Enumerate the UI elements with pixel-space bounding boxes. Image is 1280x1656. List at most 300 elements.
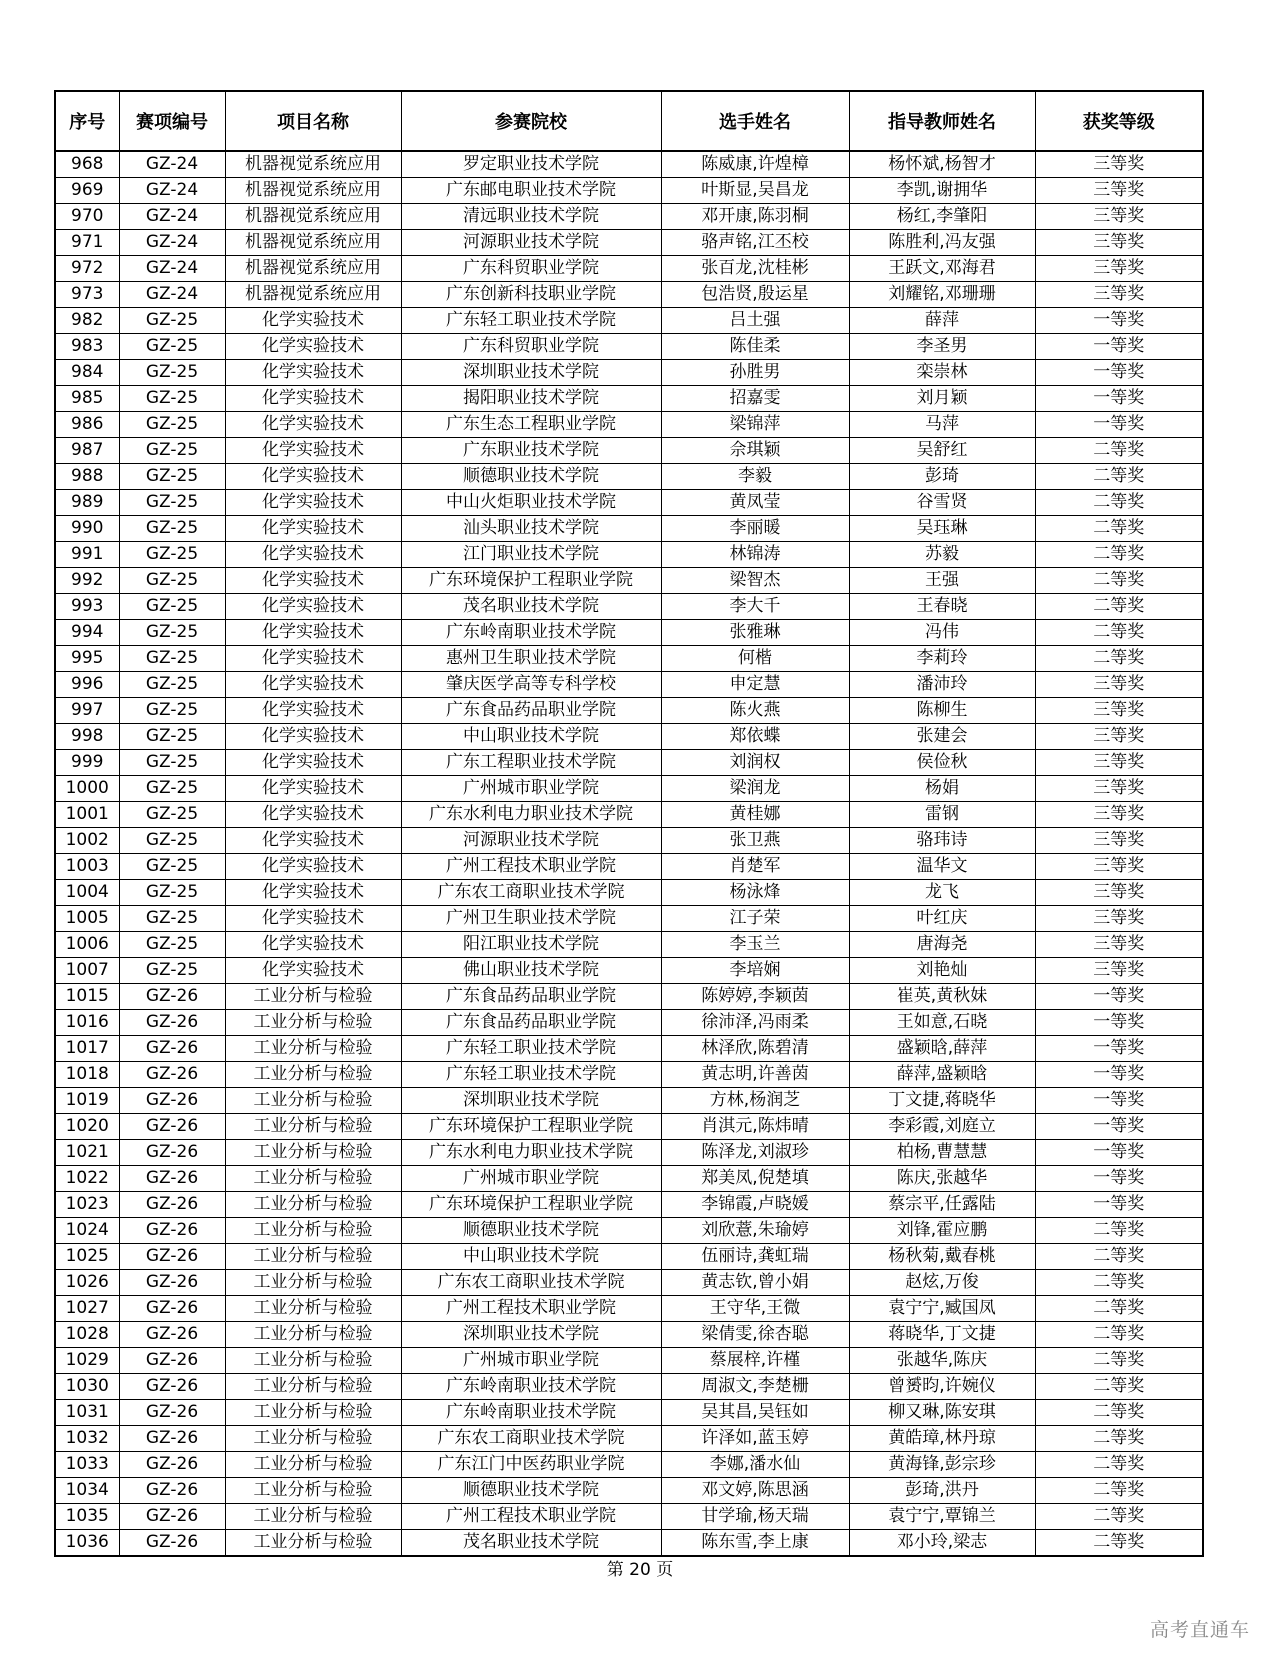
table-row	[55, 1400, 1203, 1426]
event-code-cell: GZ-26	[119, 1010, 225, 1036]
event-code-cell: GZ-26	[119, 1504, 225, 1530]
award-cell: 二等奖	[1035, 568, 1203, 594]
index-cell: 971	[55, 230, 119, 256]
project-cell: 机器视觉系统应用	[225, 230, 401, 256]
table-row	[55, 308, 1203, 334]
contestants-cell: 蔡展梓,许槿	[661, 1348, 849, 1374]
project-cell: 化学实验技术	[225, 802, 401, 828]
school-cell: 阳江职业技术学院	[401, 932, 661, 958]
school-cell: 广东生态工程职业学院	[401, 412, 661, 438]
index-cell: 1017	[55, 1036, 119, 1062]
school-cell: 广东科贸职业学院	[401, 256, 661, 282]
contestants-cell: 何楷	[661, 646, 849, 672]
event-code-cell: GZ-25	[119, 438, 225, 464]
index-cell: 1022	[55, 1166, 119, 1192]
contestants-cell: 梁锦萍	[661, 412, 849, 438]
teachers-cell: 蒋晓华,丁文捷	[849, 1322, 1035, 1348]
table-row	[55, 178, 1203, 204]
project-cell: 化学实验技术	[225, 490, 401, 516]
project-cell: 工业分析与检验	[225, 1322, 401, 1348]
project-cell: 工业分析与检验	[225, 1270, 401, 1296]
index-cell: 999	[55, 750, 119, 776]
project-cell: 化学实验技术	[225, 568, 401, 594]
index-cell: 1030	[55, 1374, 119, 1400]
event-code-cell: GZ-26	[119, 984, 225, 1010]
index-cell: 1002	[55, 828, 119, 854]
contestants-cell: 郑美凤,倪楚填	[661, 1166, 849, 1192]
table-row	[55, 490, 1203, 516]
project-cell: 化学实验技术	[225, 932, 401, 958]
project-cell: 工业分析与检验	[225, 1088, 401, 1114]
project-cell: 工业分析与检验	[225, 1140, 401, 1166]
contestants-cell: 李毅	[661, 464, 849, 490]
index-cell: 1018	[55, 1062, 119, 1088]
school-cell: 茂名职业技术学院	[401, 1530, 661, 1557]
project-cell: 工业分析与检验	[225, 984, 401, 1010]
teachers-cell: 刘锋,霍应鹏	[849, 1218, 1035, 1244]
index-cell: 1006	[55, 932, 119, 958]
event-code-cell: GZ-25	[119, 672, 225, 698]
table-row	[55, 854, 1203, 880]
award-cell: 二等奖	[1035, 516, 1203, 542]
school-cell: 广州工程技术职业学院	[401, 1504, 661, 1530]
school-cell: 揭阳职业技术学院	[401, 386, 661, 412]
school-cell: 广东岭南职业技术学院	[401, 1374, 661, 1400]
table-header-row	[55, 91, 1203, 151]
table-row	[55, 1296, 1203, 1322]
teachers-cell: 彭琦,洪丹	[849, 1478, 1035, 1504]
award-cell: 三等奖	[1035, 880, 1203, 906]
project-cell: 化学实验技术	[225, 464, 401, 490]
teachers-cell: 李凯,谢拥华	[849, 178, 1035, 204]
teachers-cell: 盛颖晗,薛萍	[849, 1036, 1035, 1062]
teachers-cell: 丁文捷,蒋晓华	[849, 1088, 1035, 1114]
index-cell: 1023	[55, 1192, 119, 1218]
contestants-cell: 李丽暖	[661, 516, 849, 542]
project-cell: 工业分析与检验	[225, 1452, 401, 1478]
table-row	[55, 724, 1203, 750]
event-code-cell: GZ-26	[119, 1270, 225, 1296]
school-cell: 顺德职业技术学院	[401, 1478, 661, 1504]
school-cell: 广州城市职业学院	[401, 1166, 661, 1192]
contestants-cell: 陈婷婷,李颖茵	[661, 984, 849, 1010]
index-cell: 983	[55, 334, 119, 360]
event-code-cell: GZ-25	[119, 490, 225, 516]
contestants-cell: 黄志明,许善茵	[661, 1062, 849, 1088]
teachers-cell: 袁宁宁,臧国凤	[849, 1296, 1035, 1322]
index-cell: 985	[55, 386, 119, 412]
school-cell: 广州城市职业学院	[401, 1348, 661, 1374]
index-cell: 1026	[55, 1270, 119, 1296]
index-cell: 969	[55, 178, 119, 204]
project-cell: 工业分析与检验	[225, 1036, 401, 1062]
table-row	[55, 464, 1203, 490]
contestants-cell: 邓文婷,陈思涵	[661, 1478, 849, 1504]
header-cell-contestants: 选手姓名	[661, 91, 849, 151]
event-code-cell: GZ-25	[119, 542, 225, 568]
index-cell: 1034	[55, 1478, 119, 1504]
event-code-cell: GZ-24	[119, 151, 225, 178]
award-cell: 二等奖	[1035, 1400, 1203, 1426]
project-cell: 工业分析与检验	[225, 1504, 401, 1530]
project-cell: 化学实验技术	[225, 542, 401, 568]
table-row	[55, 984, 1203, 1010]
teachers-cell: 陈柳生	[849, 698, 1035, 724]
award-cell: 二等奖	[1035, 542, 1203, 568]
school-cell: 广东水利电力职业技术学院	[401, 802, 661, 828]
event-code-cell: GZ-24	[119, 204, 225, 230]
award-cell: 一等奖	[1035, 360, 1203, 386]
contestants-cell: 吴其昌,吴钰如	[661, 1400, 849, 1426]
award-cell: 三等奖	[1035, 932, 1203, 958]
school-cell: 广东创新科技职业学院	[401, 282, 661, 308]
event-code-cell: GZ-26	[119, 1296, 225, 1322]
teachers-cell: 侯俭秋	[849, 750, 1035, 776]
index-cell: 1000	[55, 776, 119, 802]
table-row	[55, 438, 1203, 464]
index-cell: 998	[55, 724, 119, 750]
award-cell: 二等奖	[1035, 1322, 1203, 1348]
table-row	[55, 802, 1203, 828]
teachers-cell: 刘艳灿	[849, 958, 1035, 984]
contestants-cell: 梁智杰	[661, 568, 849, 594]
event-code-cell: GZ-26	[119, 1166, 225, 1192]
header-cell-school: 参赛院校	[401, 91, 661, 151]
school-cell: 顺德职业技术学院	[401, 464, 661, 490]
event-code-cell: GZ-24	[119, 282, 225, 308]
teachers-cell: 薛萍,盛颖晗	[849, 1062, 1035, 1088]
table-body	[55, 151, 1203, 1556]
school-cell: 罗定职业技术学院	[401, 151, 661, 178]
teachers-cell: 王春晓	[849, 594, 1035, 620]
school-cell: 广东科贸职业学院	[401, 334, 661, 360]
table-row	[55, 386, 1203, 412]
event-code-cell: GZ-26	[119, 1036, 225, 1062]
teachers-cell: 谷雪贤	[849, 490, 1035, 516]
table-row	[55, 1452, 1203, 1478]
award-cell: 二等奖	[1035, 1270, 1203, 1296]
contestants-cell: 陈佳柔	[661, 334, 849, 360]
index-cell: 995	[55, 646, 119, 672]
school-cell: 广东环境保护工程职业学院	[401, 568, 661, 594]
index-cell: 1020	[55, 1114, 119, 1140]
teachers-cell: 苏毅	[849, 542, 1035, 568]
event-code-cell: GZ-25	[119, 568, 225, 594]
event-code-cell: GZ-26	[119, 1348, 225, 1374]
index-cell: 991	[55, 542, 119, 568]
school-cell: 汕头职业技术学院	[401, 516, 661, 542]
award-cell: 一等奖	[1035, 386, 1203, 412]
contestants-cell: 甘学瑜,杨天瑞	[661, 1504, 849, 1530]
teachers-cell: 温华文	[849, 854, 1035, 880]
award-cell: 二等奖	[1035, 646, 1203, 672]
index-cell: 1025	[55, 1244, 119, 1270]
school-cell: 广东食品药品职业学院	[401, 984, 661, 1010]
award-cell: 二等奖	[1035, 1348, 1203, 1374]
index-cell: 993	[55, 594, 119, 620]
contestants-cell: 许泽如,蓝玉婷	[661, 1426, 849, 1452]
school-cell: 广东岭南职业技术学院	[401, 1400, 661, 1426]
teachers-cell: 杨娟	[849, 776, 1035, 802]
school-cell: 广东职业技术学院	[401, 438, 661, 464]
index-cell: 996	[55, 672, 119, 698]
event-code-cell: GZ-24	[119, 230, 225, 256]
index-cell: 994	[55, 620, 119, 646]
project-cell: 工业分析与检验	[225, 1296, 401, 1322]
event-code-cell: GZ-25	[119, 334, 225, 360]
table-row	[55, 516, 1203, 542]
teachers-cell: 柏杨,曹慧慧	[849, 1140, 1035, 1166]
award-cell: 二等奖	[1035, 1504, 1203, 1530]
award-cell: 二等奖	[1035, 1374, 1203, 1400]
event-code-cell: GZ-25	[119, 932, 225, 958]
table-row	[55, 672, 1203, 698]
contestants-cell: 黄桂娜	[661, 802, 849, 828]
event-code-cell: GZ-26	[119, 1114, 225, 1140]
table-row	[55, 958, 1203, 984]
award-cell: 一等奖	[1035, 1088, 1203, 1114]
contestants-cell: 叶斯显,吴昌龙	[661, 178, 849, 204]
page-number: 第 20 页	[606, 1560, 674, 1580]
school-cell: 广东工程职业技术学院	[401, 750, 661, 776]
event-code-cell: GZ-25	[119, 308, 225, 334]
contestants-cell: 江子荣	[661, 906, 849, 932]
table-row	[55, 360, 1203, 386]
event-code-cell: GZ-26	[119, 1374, 225, 1400]
table-row	[55, 204, 1203, 230]
table-row	[55, 698, 1203, 724]
header-cell-project: 项目名称	[225, 91, 401, 151]
contestants-cell: 郑依蝶	[661, 724, 849, 750]
teachers-cell: 王如意,石晓	[849, 1010, 1035, 1036]
school-cell: 深圳职业技术学院	[401, 360, 661, 386]
table-row	[55, 906, 1203, 932]
index-cell: 1027	[55, 1296, 119, 1322]
project-cell: 化学实验技术	[225, 386, 401, 412]
table-row	[55, 1218, 1203, 1244]
contestants-cell: 李锦霞,卢晓媛	[661, 1192, 849, 1218]
award-cell: 一等奖	[1035, 412, 1203, 438]
project-cell: 机器视觉系统应用	[225, 178, 401, 204]
award-cell: 三等奖	[1035, 282, 1203, 308]
project-cell: 工业分析与检验	[225, 1218, 401, 1244]
school-cell: 广东食品药品职业学院	[401, 698, 661, 724]
award-cell: 二等奖	[1035, 1218, 1203, 1244]
award-cell: 二等奖	[1035, 620, 1203, 646]
watermark: 高考直通车	[1149, 1619, 1250, 1641]
teachers-cell: 李彩霞,刘庭立	[849, 1114, 1035, 1140]
project-cell: 机器视觉系统应用	[225, 204, 401, 230]
index-cell: 1029	[55, 1348, 119, 1374]
teachers-cell: 刘月颖	[849, 386, 1035, 412]
contestants-cell: 方林,杨润芝	[661, 1088, 849, 1114]
event-code-cell: GZ-25	[119, 620, 225, 646]
table-row	[55, 230, 1203, 256]
project-cell: 工业分析与检验	[225, 1114, 401, 1140]
contestants-cell: 吕土强	[661, 308, 849, 334]
event-code-cell: GZ-25	[119, 594, 225, 620]
award-cell: 三等奖	[1035, 802, 1203, 828]
school-cell: 广东农工商职业技术学院	[401, 1426, 661, 1452]
award-cell: 三等奖	[1035, 256, 1203, 282]
contestants-cell: 王守华,王微	[661, 1296, 849, 1322]
teachers-cell: 薛萍	[849, 308, 1035, 334]
school-cell: 广州城市职业学院	[401, 776, 661, 802]
index-cell: 968	[55, 151, 119, 178]
award-cell: 二等奖	[1035, 1452, 1203, 1478]
index-cell: 1033	[55, 1452, 119, 1478]
teachers-cell: 龙飞	[849, 880, 1035, 906]
award-cell: 一等奖	[1035, 1010, 1203, 1036]
school-cell: 广东环境保护工程职业学院	[401, 1192, 661, 1218]
table-row	[55, 1192, 1203, 1218]
table-row	[55, 1504, 1203, 1530]
table-row	[55, 620, 1203, 646]
event-code-cell: GZ-25	[119, 906, 225, 932]
event-code-cell: GZ-26	[119, 1218, 225, 1244]
teachers-cell: 黄海锋,彭宗珍	[849, 1452, 1035, 1478]
award-cell: 二等奖	[1035, 1244, 1203, 1270]
contestants-cell: 陈威康,许煌樟	[661, 151, 849, 178]
award-cell: 一等奖	[1035, 1062, 1203, 1088]
award-cell: 三等奖	[1035, 958, 1203, 984]
contestants-cell: 梁倩雯,徐杏聪	[661, 1322, 849, 1348]
index-cell: 982	[55, 308, 119, 334]
index-cell: 1007	[55, 958, 119, 984]
contestants-cell: 徐沛泽,冯雨柔	[661, 1010, 849, 1036]
header-cell-event-code: 赛项编号	[119, 91, 225, 151]
index-cell: 1019	[55, 1088, 119, 1114]
teachers-cell: 潘沛玲	[849, 672, 1035, 698]
contestants-cell: 李娜,潘水仙	[661, 1452, 849, 1478]
table-row	[55, 1140, 1203, 1166]
table-row	[55, 1348, 1203, 1374]
award-cell: 二等奖	[1035, 1478, 1203, 1504]
table-row	[55, 646, 1203, 672]
teachers-cell: 刘耀铭,邓珊珊	[849, 282, 1035, 308]
project-cell: 工业分析与检验	[225, 1530, 401, 1557]
award-cell: 一等奖	[1035, 1114, 1203, 1140]
contestants-cell: 刘润权	[661, 750, 849, 776]
table-row	[55, 1530, 1203, 1557]
index-cell: 1021	[55, 1140, 119, 1166]
teachers-cell: 吴舒红	[849, 438, 1035, 464]
teachers-cell: 王跃文,邓海君	[849, 256, 1035, 282]
index-cell: 992	[55, 568, 119, 594]
contestants-cell: 佘琪颖	[661, 438, 849, 464]
contestants-cell: 刘欣薏,朱瑜婷	[661, 1218, 849, 1244]
teachers-cell: 柳又琳,陈安琪	[849, 1400, 1035, 1426]
school-cell: 清远职业技术学院	[401, 204, 661, 230]
contestants-cell: 周淑文,李楚栅	[661, 1374, 849, 1400]
award-cell: 三等奖	[1035, 828, 1203, 854]
event-code-cell: GZ-24	[119, 178, 225, 204]
teachers-cell: 李圣男	[849, 334, 1035, 360]
school-cell: 惠州卫生职业技术学院	[401, 646, 661, 672]
event-code-cell: GZ-24	[119, 256, 225, 282]
contestants-cell: 骆声铭,江丕校	[661, 230, 849, 256]
contestants-cell: 林泽欣,陈碧清	[661, 1036, 849, 1062]
project-cell: 化学实验技术	[225, 620, 401, 646]
school-cell: 广东江门中医药职业学院	[401, 1452, 661, 1478]
header-cell-award: 获奖等级	[1035, 91, 1203, 151]
project-cell: 工业分析与检验	[225, 1374, 401, 1400]
teachers-cell: 杨红,李肇阳	[849, 204, 1035, 230]
award-cell: 三等奖	[1035, 750, 1203, 776]
teachers-cell: 骆玮诗	[849, 828, 1035, 854]
project-cell: 工业分析与检验	[225, 1166, 401, 1192]
contestants-cell: 林锦涛	[661, 542, 849, 568]
index-cell: 986	[55, 412, 119, 438]
teachers-cell: 张越华,陈庆	[849, 1348, 1035, 1374]
contestants-cell: 杨泳烽	[661, 880, 849, 906]
project-cell: 化学实验技术	[225, 360, 401, 386]
teachers-cell: 蔡宗平,任露陆	[849, 1192, 1035, 1218]
project-cell: 化学实验技术	[225, 646, 401, 672]
award-cell: 二等奖	[1035, 490, 1203, 516]
table-row	[55, 1010, 1203, 1036]
school-cell: 深圳职业技术学院	[401, 1322, 661, 1348]
teachers-cell: 黄皓璋,林丹琼	[849, 1426, 1035, 1452]
table-row	[55, 828, 1203, 854]
award-table	[54, 90, 1204, 1557]
index-cell: 984	[55, 360, 119, 386]
event-code-cell: GZ-25	[119, 828, 225, 854]
index-cell: 1031	[55, 1400, 119, 1426]
award-cell: 二等奖	[1035, 594, 1203, 620]
award-cell: 三等奖	[1035, 204, 1203, 230]
table-row	[55, 568, 1203, 594]
index-cell: 990	[55, 516, 119, 542]
award-cell: 三等奖	[1035, 672, 1203, 698]
index-cell: 1035	[55, 1504, 119, 1530]
project-cell: 机器视觉系统应用	[225, 151, 401, 178]
event-code-cell: GZ-25	[119, 698, 225, 724]
school-cell: 广州工程技术职业学院	[401, 854, 661, 880]
teachers-cell: 张建会	[849, 724, 1035, 750]
award-cell: 二等奖	[1035, 1426, 1203, 1452]
event-code-cell: GZ-25	[119, 854, 225, 880]
table-row	[55, 1270, 1203, 1296]
event-code-cell: GZ-26	[119, 1140, 225, 1166]
table-row	[55, 750, 1203, 776]
award-cell: 三等奖	[1035, 151, 1203, 178]
project-cell: 化学实验技术	[225, 776, 401, 802]
teachers-cell: 叶红庆	[849, 906, 1035, 932]
teachers-cell: 陈胜利,冯友强	[849, 230, 1035, 256]
award-cell: 二等奖	[1035, 464, 1203, 490]
award-cell: 三等奖	[1035, 230, 1203, 256]
award-cell: 一等奖	[1035, 308, 1203, 334]
school-cell: 肇庆医学高等专科学校	[401, 672, 661, 698]
index-cell: 1003	[55, 854, 119, 880]
award-cell: 一等奖	[1035, 1192, 1203, 1218]
school-cell: 广东农工商职业技术学院	[401, 1270, 661, 1296]
table-row	[55, 932, 1203, 958]
school-cell: 广东邮电职业技术学院	[401, 178, 661, 204]
event-code-cell: GZ-26	[119, 1322, 225, 1348]
event-code-cell: GZ-25	[119, 516, 225, 542]
contestants-cell: 包浩贤,殷运星	[661, 282, 849, 308]
header-cell-teachers: 指导教师姓名	[849, 91, 1035, 151]
teachers-cell: 李莉玲	[849, 646, 1035, 672]
table-row	[55, 1166, 1203, 1192]
teachers-cell: 赵炫,万俊	[849, 1270, 1035, 1296]
award-cell: 二等奖	[1035, 438, 1203, 464]
school-cell: 深圳职业技术学院	[401, 1088, 661, 1114]
table-row	[55, 1062, 1203, 1088]
project-cell: 化学实验技术	[225, 594, 401, 620]
